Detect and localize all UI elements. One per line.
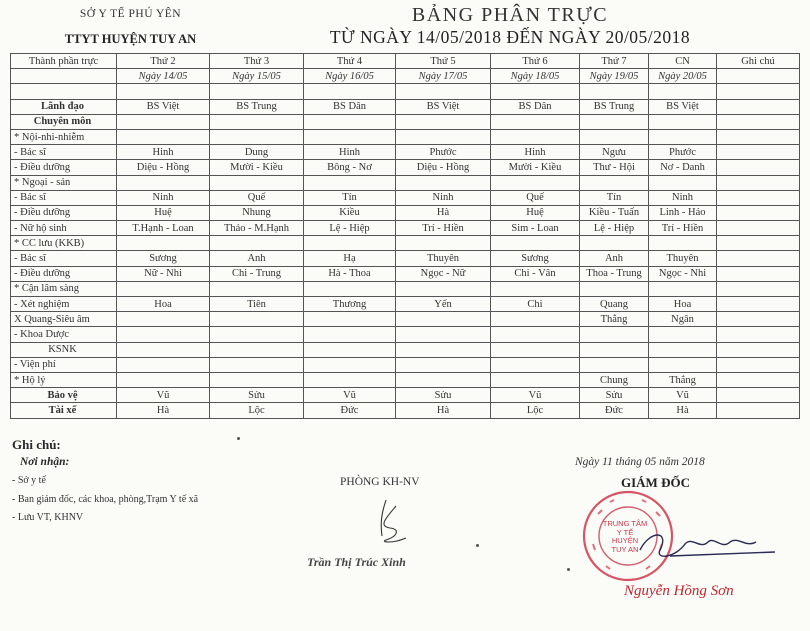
duty-cell: Ngân (649, 312, 717, 327)
row-label: - Viện phí (11, 357, 117, 372)
column-header: CN (649, 54, 717, 69)
duty-cell: Huệ (117, 205, 210, 220)
duty-cell: Hà (396, 403, 491, 418)
duty-cell: Anh (210, 251, 304, 266)
row-label: Tài xế (11, 403, 117, 418)
row-label: - Bác sĩ (11, 190, 117, 205)
table-row (11, 221, 800, 236)
duty-cell (117, 175, 210, 190)
duty-cell (491, 84, 580, 99)
duty-cell (210, 129, 304, 144)
table-row (11, 372, 800, 387)
table-row (11, 145, 800, 160)
duty-cell (210, 114, 304, 129)
duty-cell: Hà (396, 205, 491, 220)
duty-cell: Thương (304, 297, 396, 312)
duty-cell: Hinh (491, 145, 580, 160)
duty-cell (396, 236, 491, 251)
duty-cell: BS Dân (491, 99, 580, 114)
duty-cell (396, 357, 491, 372)
duty-cell: Lệ - Hiệp (580, 221, 649, 236)
duty-cell (396, 327, 491, 342)
duty-cell (304, 175, 396, 190)
duty-roster-table (10, 53, 800, 419)
recipient-item: - Lưu VT, KHNV (12, 512, 84, 523)
duty-cell: Kiều - Tuấn (580, 205, 649, 220)
duty-cell: Thuyên (649, 251, 717, 266)
duty-cell (210, 84, 304, 99)
scan-speck (476, 544, 479, 547)
duty-cell (304, 236, 396, 251)
duty-cell: T.Hạnh - Loan (117, 221, 210, 236)
document-title: BẢNG PHÂN TRỰC (411, 4, 609, 26)
duty-cell: BS Trung (210, 99, 304, 114)
date-cell: Ngày 19/05 (580, 69, 649, 84)
duty-cell: Phước (396, 145, 491, 160)
table-cell (717, 69, 800, 84)
duty-cell (304, 281, 396, 296)
duty-cell (117, 114, 210, 129)
duty-cell (717, 312, 800, 327)
duty-cell (117, 357, 210, 372)
recipient-item: - Sở y tế (12, 475, 46, 486)
duty-cell (117, 236, 210, 251)
duty-cell: Vũ (491, 388, 580, 403)
duty-cell (717, 145, 800, 160)
duty-cell (649, 114, 717, 129)
document-date-range: TỪ NGÀY 14/05/2018 ĐẾN NGÀY 20/05/2018 (329, 27, 691, 47)
duty-cell (491, 114, 580, 129)
duty-cell (580, 327, 649, 342)
duty-cell: Nơ - Danh (649, 160, 717, 175)
duty-cell: Trí - Hiền (649, 221, 717, 236)
duty-cell: Hinh (304, 145, 396, 160)
row-label: - Điều dưỡng (11, 205, 117, 220)
table-row (11, 99, 800, 114)
row-label: * CC lưu (KKB) (11, 236, 117, 251)
notes-heading: Ghi chú: (12, 437, 61, 452)
duty-cell (717, 205, 800, 220)
duty-cell: Sửu (580, 388, 649, 403)
director-signer-name: Nguyễn Hồng Sơn (624, 583, 734, 599)
duty-cell (304, 84, 396, 99)
duty-cell: Huệ (491, 205, 580, 220)
table-row (11, 281, 800, 296)
duty-cell (580, 129, 649, 144)
duty-cell: Yến (396, 297, 491, 312)
duty-cell: Vũ (649, 388, 717, 403)
column-header-row (11, 54, 800, 69)
duty-cell (717, 236, 800, 251)
date-cell: Ngày 17/05 (396, 69, 491, 84)
row-label: * Nội-nhi-nhiễm (11, 129, 117, 144)
row-label: - Xét nghiệm (11, 297, 117, 312)
duty-cell (304, 312, 396, 327)
duty-cell (580, 281, 649, 296)
duty-cell: Sửu (396, 388, 491, 403)
duty-cell: Hà (117, 403, 210, 418)
duty-cell: Ngọc - Nữ (396, 266, 491, 281)
duty-cell: Ninh (396, 190, 491, 205)
duty-cell (717, 84, 800, 99)
table-cell (11, 69, 117, 84)
duty-cell (717, 388, 800, 403)
duty-cell (717, 372, 800, 387)
table-row (11, 236, 800, 251)
row-label: - Điều dưỡng (11, 266, 117, 281)
duty-cell (717, 190, 800, 205)
duty-cell (649, 129, 717, 144)
duty-cell: Nữ - Nhi (117, 266, 210, 281)
date-cell: Ngày 20/05 (649, 69, 717, 84)
table-row (11, 205, 800, 220)
duty-cell: Thắng (580, 312, 649, 327)
duty-cell (717, 251, 800, 266)
duty-cell (491, 312, 580, 327)
duty-cell (717, 281, 800, 296)
duty-cell (117, 281, 210, 296)
table-row (11, 160, 800, 175)
column-header: Ghi chú (717, 54, 800, 69)
row-label: Lãnh đạo (11, 99, 117, 114)
department-signer-name: Trần Thị Trúc Xinh (307, 555, 406, 569)
duty-cell: Ninh (117, 190, 210, 205)
duty-cell: Anh (580, 251, 649, 266)
table-row (11, 114, 800, 129)
duty-cell: Quế (210, 190, 304, 205)
duty-cell (649, 327, 717, 342)
duty-cell (304, 327, 396, 342)
row-label: KSNK (11, 342, 117, 357)
table-row (11, 251, 800, 266)
duty-cell (396, 84, 491, 99)
row-label (11, 84, 117, 99)
table-row (11, 190, 800, 205)
duty-cell: Ninh (649, 190, 717, 205)
table-row (11, 403, 800, 418)
duty-cell: Hoa (649, 297, 717, 312)
duty-cell (396, 281, 491, 296)
duty-cell: Vũ (304, 388, 396, 403)
duty-cell: BS Việt (649, 99, 717, 114)
duty-cell (491, 372, 580, 387)
table-row (11, 312, 800, 327)
organization-header (28, 8, 233, 47)
duty-cell: Linh - Hảo (649, 205, 717, 220)
duty-cell: BS Trung (580, 99, 649, 114)
duty-cell: Diệu - Hồng (117, 160, 210, 175)
duty-cell (117, 372, 210, 387)
duty-cell (649, 342, 717, 357)
duty-cell (717, 297, 800, 312)
duty-cell: Diệu - Hồng (396, 160, 491, 175)
duty-cell: Lộc (210, 403, 304, 418)
duty-cell (580, 357, 649, 372)
duty-cell (210, 312, 304, 327)
date-cell: Ngày 15/05 (210, 69, 304, 84)
date-header-row (11, 69, 800, 84)
duty-cell (304, 372, 396, 387)
row-label: Chuyên môn (11, 114, 117, 129)
table-row (11, 357, 800, 372)
duty-cell (396, 372, 491, 387)
date-cell: Ngày 16/05 (304, 69, 396, 84)
duty-cell: Bông - Nơ (304, 160, 396, 175)
duty-cell: Sửu (210, 388, 304, 403)
column-header: Thứ 6 (491, 54, 580, 69)
duty-cell: Mười - Kiều (210, 160, 304, 175)
table-row (11, 297, 800, 312)
org-department-name: SỞ Y TẾ PHÚ YÊN (79, 8, 182, 20)
column-header: Thứ 7 (580, 54, 649, 69)
duty-cell: Ngọc - Nhi (649, 266, 717, 281)
column-header: Thành phần trực (11, 54, 117, 69)
duty-cell (304, 114, 396, 129)
duty-cell (210, 372, 304, 387)
duty-cell (717, 129, 800, 144)
duty-cell: Chi - Trung (210, 266, 304, 281)
row-label: X Quang-Siêu âm (11, 312, 117, 327)
duty-cell: Tín (580, 190, 649, 205)
duty-cell (717, 99, 800, 114)
duty-cell: Thuyên (396, 251, 491, 266)
duty-cell: Hoa (117, 297, 210, 312)
duty-cell (580, 236, 649, 251)
duty-cell (491, 357, 580, 372)
column-header: Thứ 2 (117, 54, 210, 69)
document-heading (280, 4, 740, 48)
duty-cell (210, 175, 304, 190)
department-name: PHÒNG KH-NV (340, 476, 420, 488)
signature-mark (372, 496, 412, 546)
duty-cell: Quang (580, 297, 649, 312)
duty-cell (580, 114, 649, 129)
duty-cell (210, 236, 304, 251)
duty-cell (210, 281, 304, 296)
duty-cell (117, 84, 210, 99)
duty-cell (717, 357, 800, 372)
row-label: - Nữ hộ sinh (11, 221, 117, 236)
duty-cell (717, 327, 800, 342)
signing-date: Ngày 11 tháng 05 năm 2018 (575, 456, 705, 468)
duty-cell (717, 342, 800, 357)
column-header: Thứ 5 (396, 54, 491, 69)
duty-cell (717, 221, 800, 236)
duty-cell: Hà (649, 403, 717, 418)
duty-cell: Chung (580, 372, 649, 387)
duty-cell (210, 327, 304, 342)
duty-cell (396, 312, 491, 327)
row-label: - Điều dưỡng (11, 160, 117, 175)
duty-cell (117, 129, 210, 144)
org-center-name: TTYT HUYỆN TUY AN (64, 32, 197, 46)
duty-cell (304, 357, 396, 372)
table-row (11, 266, 800, 281)
duty-cell: Quế (491, 190, 580, 205)
duty-cell: Thư - Hội (580, 160, 649, 175)
duty-cell: BS Việt (396, 99, 491, 114)
director-signature-mark (630, 520, 780, 570)
duty-cell (210, 342, 304, 357)
recipient-item: - Ban giám đốc, các khoa, phòng,Trạm Y tế xã (12, 494, 199, 505)
duty-cell: Sim - Loan (491, 221, 580, 236)
duty-cell: Hạ (304, 251, 396, 266)
scan-speck (237, 437, 240, 440)
row-label: * Hộ lý (11, 372, 117, 387)
column-header: Thứ 3 (210, 54, 304, 69)
scan-speck (567, 568, 570, 571)
duty-cell (396, 114, 491, 129)
duty-cell (649, 357, 717, 372)
duty-cell (649, 281, 717, 296)
duty-cell: Mười - Kiều (491, 160, 580, 175)
row-label: Bảo vệ (11, 388, 117, 403)
duty-cell: Sương (491, 251, 580, 266)
duty-cell (580, 342, 649, 357)
duty-cell: Chi - Vân (491, 266, 580, 281)
table-row (11, 342, 800, 357)
duty-cell (491, 342, 580, 357)
duty-cell: Đức (580, 403, 649, 418)
duty-cell (396, 342, 491, 357)
duty-cell: Vũ (117, 388, 210, 403)
duty-cell (396, 175, 491, 190)
duty-cell: Thoa - Trung (580, 266, 649, 281)
duty-cell (717, 175, 800, 190)
duty-cell: Hinh (117, 145, 210, 160)
duty-cell: Kiều (304, 205, 396, 220)
row-label: * Ngoại - sản (11, 175, 117, 190)
duty-cell: Ngưu (580, 145, 649, 160)
duty-cell: Thảo - M.Hạnh (210, 221, 304, 236)
table-row (11, 327, 800, 342)
director-title: GIÁM ĐỐC (621, 475, 690, 490)
duty-cell: Thắng (649, 372, 717, 387)
row-label: * Cận lâm sàng (11, 281, 117, 296)
duty-cell: BS Việt (117, 99, 210, 114)
duty-cell: Trí - Hiền (396, 221, 491, 236)
table-row (11, 175, 800, 190)
duty-cell (649, 175, 717, 190)
date-cell: Ngày 18/05 (491, 69, 580, 84)
duty-cell (304, 342, 396, 357)
seal-text: TRUNG TÂM Y TẾ HUYỆN TUY AN (602, 519, 648, 554)
duty-cell (117, 342, 210, 357)
duty-cell (580, 84, 649, 99)
duty-cell (117, 327, 210, 342)
duty-cell (580, 175, 649, 190)
duty-cell (491, 129, 580, 144)
duty-cell: Tiên (210, 297, 304, 312)
column-header: Thứ 4 (304, 54, 396, 69)
duty-cell (491, 236, 580, 251)
duty-cell: Lộc (491, 403, 580, 418)
duty-cell: Phước (649, 145, 717, 160)
table-row (11, 129, 800, 144)
duty-cell (396, 129, 491, 144)
row-label: - Bác sĩ (11, 251, 117, 266)
row-label: - Khoa Dược (11, 327, 117, 342)
duty-cell (717, 114, 800, 129)
duty-cell: Dung (210, 145, 304, 160)
duty-cell (210, 357, 304, 372)
duty-cell: Nhung (210, 205, 304, 220)
duty-cell (717, 160, 800, 175)
duty-cell (649, 236, 717, 251)
duty-cell (491, 281, 580, 296)
duty-cell (491, 175, 580, 190)
duty-cell (649, 84, 717, 99)
table-row (11, 388, 800, 403)
duty-cell: Lệ - Hiệp (304, 221, 396, 236)
duty-cell (491, 327, 580, 342)
duty-cell (717, 266, 800, 281)
duty-cell: Sương (117, 251, 210, 266)
duty-cell: Tín (304, 190, 396, 205)
duty-cell: Chi (491, 297, 580, 312)
recipients-heading: Nơi nhận: (20, 456, 70, 468)
date-cell: Ngày 14/05 (117, 69, 210, 84)
table-row (11, 84, 800, 99)
duty-cell: BS Dân (304, 99, 396, 114)
row-label: - Bác sĩ (11, 145, 117, 160)
duty-cell (717, 403, 800, 418)
duty-cell (117, 312, 210, 327)
duty-cell (304, 129, 396, 144)
duty-cell: Hà - Thoa (304, 266, 396, 281)
duty-cell: Đức (304, 403, 396, 418)
